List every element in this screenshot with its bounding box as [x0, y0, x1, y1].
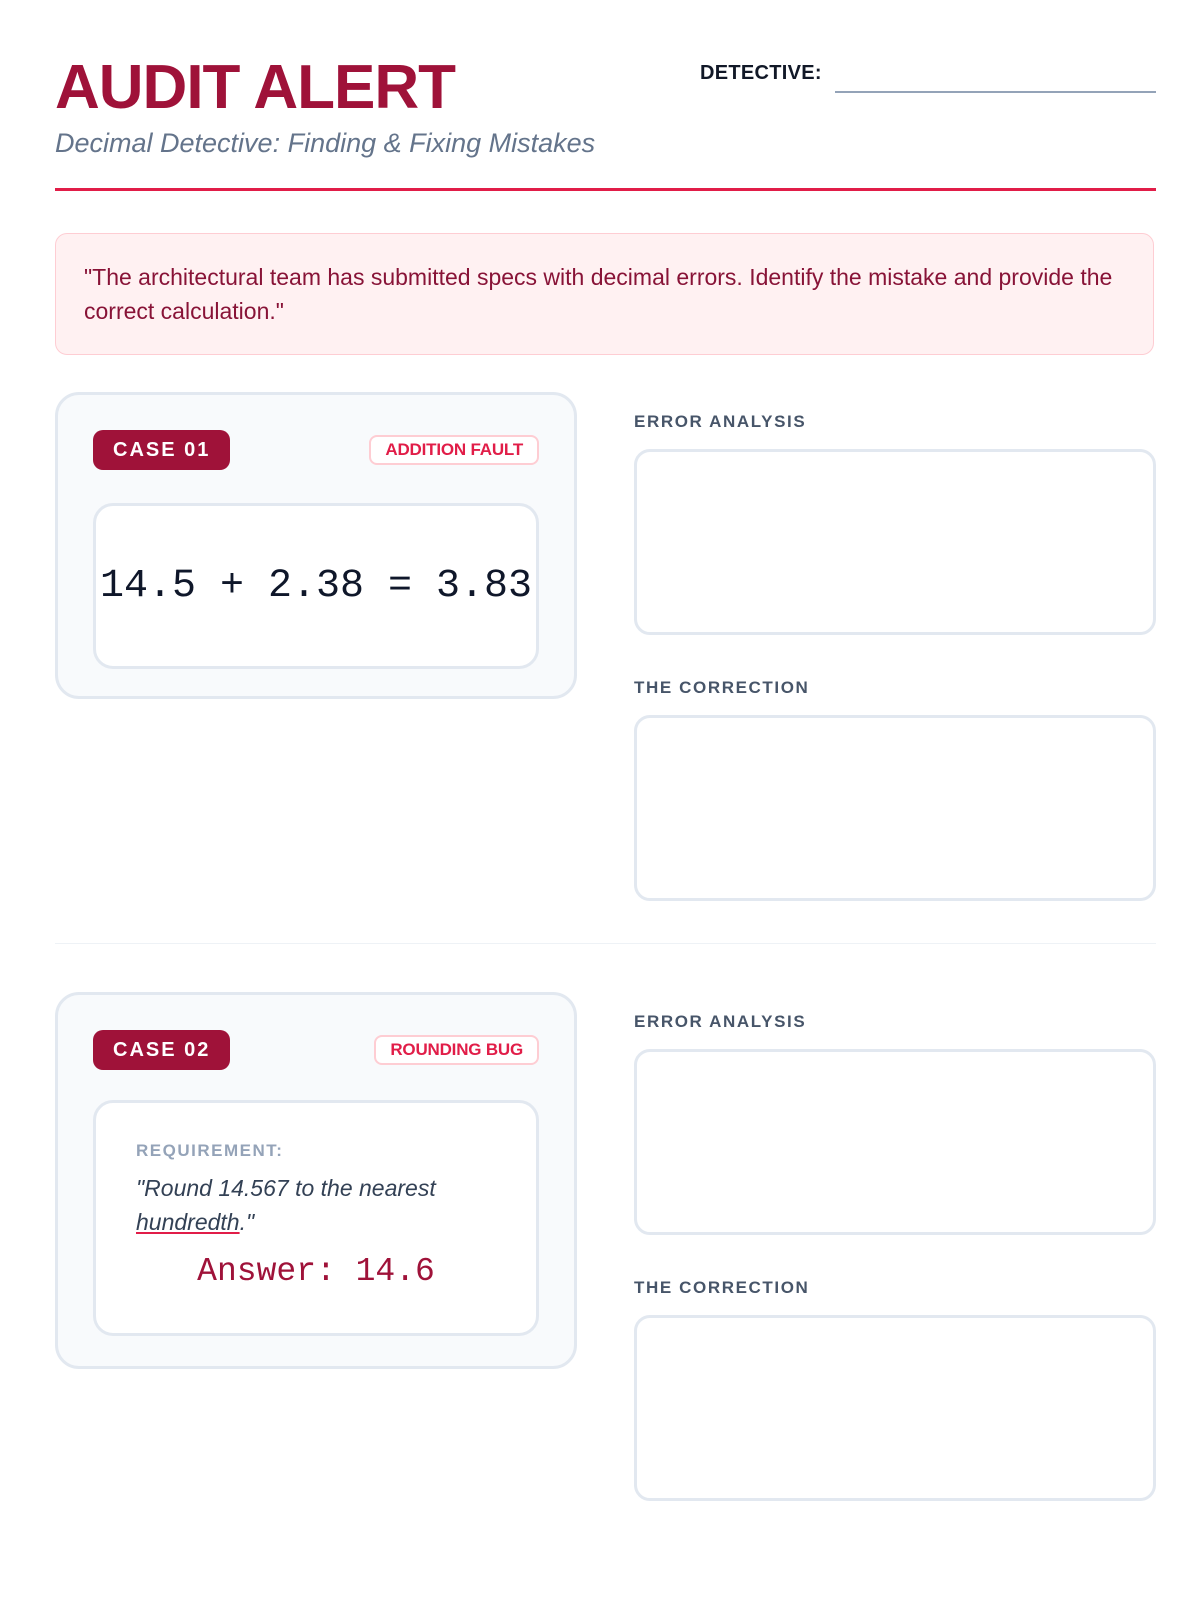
requirement-emphasis: hundredth — [136, 1209, 240, 1235]
case-card — [55, 992, 577, 1369]
correction-label: THE CORRECTION — [634, 678, 810, 697]
correction-field[interactable] — [634, 715, 1156, 901]
equation: 14.5 + 2.38 = 3.83 — [99, 563, 533, 609]
case-02 — [55, 992, 1156, 1512]
requirement-text-start: "Round 14.567 to the nearest — [136, 1175, 436, 1201]
header — [55, 52, 1156, 192]
case-tag: ADDITION FAULT — [369, 435, 539, 465]
section-divider — [55, 943, 1156, 944]
case-01 — [55, 392, 1156, 912]
error-analysis-field[interactable] — [634, 1049, 1156, 1235]
page-title: AUDIT ALERT — [55, 53, 455, 122]
detective-label: DETECTIVE: — [700, 62, 822, 84]
error-analysis-label: ERROR ANALYSIS — [634, 412, 807, 431]
requirement-text-end: ." — [239, 1209, 255, 1235]
given-answer: Answer: 14.6 — [197, 1253, 435, 1290]
case-badge: CASE 01 — [93, 430, 230, 470]
worksheet-page — [55, 0, 1156, 1600]
correction-label: THE CORRECTION — [634, 1278, 810, 1297]
error-analysis-label: ERROR ANALYSIS — [634, 1012, 807, 1031]
case-problem-box — [93, 1100, 539, 1336]
requirement-label: REQUIREMENT: — [136, 1141, 284, 1160]
case-badge: CASE 02 — [93, 1030, 230, 1070]
requirement-text — [136, 1171, 496, 1239]
page-subtitle: Decimal Detective: Finding & Fixing Mistakes — [55, 128, 596, 158]
case-tag: ROUNDING BUG — [374, 1035, 539, 1065]
case-problem-box — [93, 503, 539, 669]
correction-field[interactable] — [634, 1315, 1156, 1501]
case-card — [55, 392, 577, 699]
header-divider — [55, 188, 1156, 191]
instructions-alert: "The architectural team has submitted specs with decimal errors. Identify the mistake and provide the correct calculation." — [55, 233, 1154, 355]
detective-name-field[interactable] — [835, 91, 1156, 93]
error-analysis-field[interactable] — [634, 449, 1156, 635]
